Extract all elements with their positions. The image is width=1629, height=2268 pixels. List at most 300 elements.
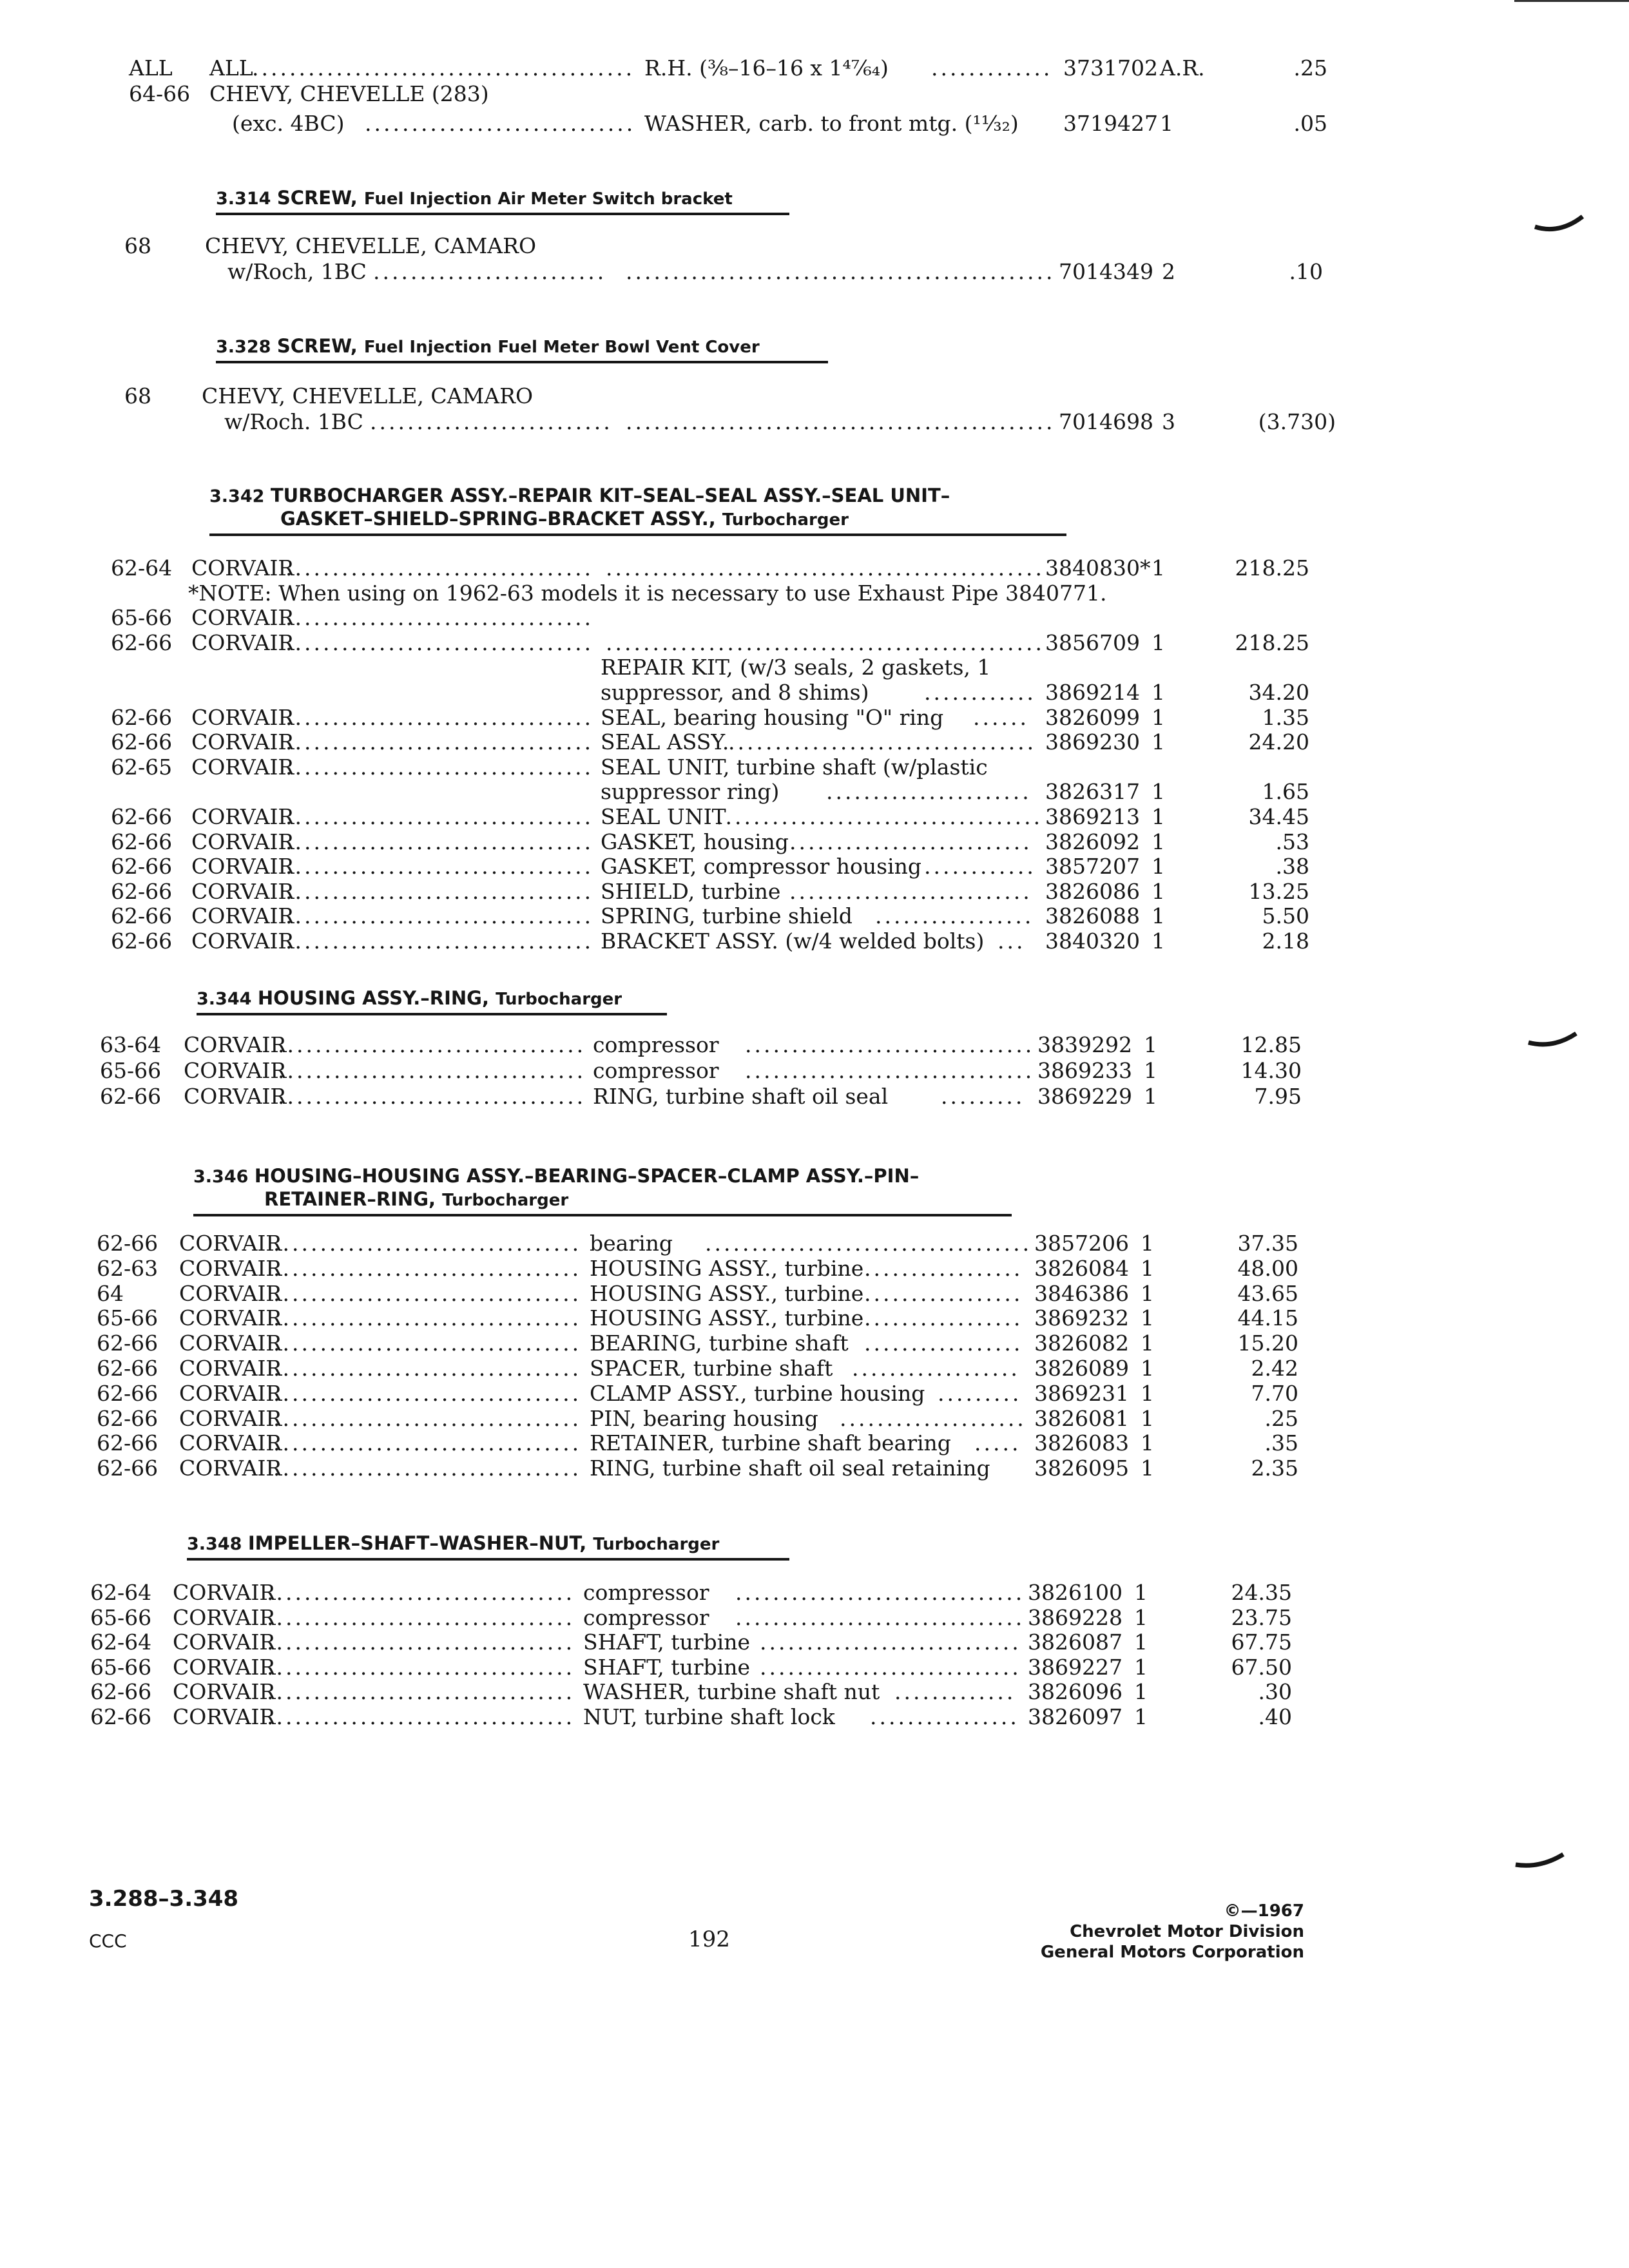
model-name: CORVAIR [173, 1679, 276, 1704]
part-number: 3826099 [1045, 705, 1140, 730]
section-title-cont: GASKET–SHIELD–SPRING–BRACKET ASSY., [280, 508, 722, 530]
part-number: 3840830* [1045, 555, 1151, 581]
model-years: 68 [124, 233, 151, 258]
margin-tick-mark [1514, 1849, 1566, 1875]
section-heading [209, 485, 950, 508]
quantity: 1 [1134, 1704, 1148, 1729]
dot-leader: ................................. [267, 1655, 575, 1680]
table-row [97, 1256, 1321, 1282]
section-heading [216, 187, 733, 210]
quantity: 1 [1141, 1281, 1154, 1306]
price: 67.75 [1231, 1629, 1292, 1655]
model-years: 64 [97, 1281, 124, 1306]
model-years: 65-66 [97, 1305, 159, 1331]
quantity: 1 [1134, 1655, 1148, 1680]
table-row [97, 1281, 1321, 1307]
model-years: 62-66 [111, 729, 173, 754]
part-description: SEAL ASSY. [601, 729, 729, 754]
margin-tick-mark [1534, 213, 1585, 238]
part-number: 3731702 [1063, 55, 1158, 81]
quantity: 1 [1141, 1406, 1154, 1431]
price: 48.00 [1237, 1256, 1298, 1281]
quantity: 1 [1152, 729, 1165, 754]
price: 1.65 [1262, 779, 1309, 804]
quantity: 1 [1141, 1356, 1154, 1381]
quantity: 1 [1144, 1032, 1157, 1057]
dot-leader: ................................. [728, 729, 1037, 754]
part-number: 3869214 [1045, 680, 1140, 705]
model-years: 62-66 [90, 1704, 152, 1729]
price: (3.730) [1258, 409, 1336, 434]
model-name: CORVAIR [179, 1331, 282, 1356]
table-row [124, 383, 1349, 409]
quantity: 1 [1152, 804, 1165, 829]
section-number: 3.344 [197, 989, 258, 1009]
quantity: 1 [1152, 779, 1165, 804]
table-row [111, 680, 1335, 706]
price: 12.85 [1240, 1032, 1302, 1057]
dot-leader: ......................... [373, 259, 607, 284]
part-number: 3719427 [1063, 111, 1158, 136]
quantity: 2 [1162, 259, 1175, 284]
price: 14.30 [1240, 1058, 1302, 1083]
model-name: CORVAIR [184, 1058, 287, 1083]
part-number: 3869233 [1037, 1058, 1132, 1083]
dot-leader: ............................................... [606, 555, 1045, 581]
model-name: CORVAIR [179, 1456, 282, 1481]
dot-leader: ......... [941, 1084, 1025, 1109]
table-row [111, 928, 1335, 954]
model-name: CORVAIR [191, 829, 294, 854]
price: 24.20 [1248, 729, 1309, 754]
section-number: 3.348 [187, 1534, 248, 1554]
model-name: CORVAIR [179, 1356, 282, 1381]
table-row [111, 903, 1335, 929]
model-name: CORVAIR [179, 1231, 282, 1256]
table-row [124, 259, 1349, 285]
dot-leader: ............................... [745, 1032, 1035, 1057]
dot-leader: ............................. [365, 111, 636, 136]
price: 1.35 [1262, 705, 1309, 730]
table-row [97, 1305, 1321, 1331]
quantity: 1 [1141, 1456, 1154, 1481]
section-subtitle: Turbocharger [496, 990, 622, 1009]
part-number: 3826082 [1034, 1331, 1129, 1356]
part-number: 3869231 [1034, 1381, 1129, 1406]
dot-leader: ................. [864, 1305, 1023, 1331]
part-number: 3869227 [1028, 1655, 1123, 1680]
model-years: 62-66 [100, 1084, 162, 1109]
part-description: GASKET, compressor housing [601, 854, 921, 879]
section-subtitle: Fuel Injection Fuel Meter Bowl Vent Cover [363, 338, 760, 357]
table-row [100, 1084, 1324, 1110]
table-row [111, 829, 1335, 855]
price: 15.20 [1237, 1331, 1298, 1356]
model-years: 62-64 [90, 1629, 152, 1655]
section-subtitle: Turbocharger [593, 1535, 720, 1554]
price: .30 [1258, 1679, 1292, 1704]
dot-leader: ................................. [278, 1058, 586, 1083]
part-number: 3826089 [1034, 1356, 1129, 1381]
part-number: 3826086 [1045, 879, 1140, 904]
price: 44.15 [1237, 1305, 1298, 1331]
copyright-text: ©—1967 [1224, 1901, 1304, 1921]
section-underline [187, 1558, 789, 1561]
dot-leader: ...... [973, 705, 1029, 730]
dot-leader: ................................. [267, 1580, 575, 1605]
model-name: CORVAIR [179, 1430, 282, 1456]
table-row [129, 55, 1353, 81]
table-row [97, 1406, 1321, 1432]
dot-leader: ............. [931, 55, 1053, 81]
part-description: HOUSING ASSY., turbine [590, 1256, 864, 1281]
model-years: 65-66 [90, 1655, 152, 1680]
table-row [90, 1629, 1315, 1655]
model-years: 62-66 [97, 1456, 159, 1481]
model-years: ALL [129, 55, 173, 81]
part-description: WASHER, turbine shaft nut [583, 1679, 880, 1704]
price: 37.35 [1237, 1231, 1298, 1256]
model-name: CORVAIR [191, 903, 294, 928]
dot-leader: .......................... [370, 409, 613, 434]
model-name: CORVAIR [191, 804, 294, 829]
model-years: 62-66 [97, 1381, 159, 1406]
dot-leader: ................................. [267, 1704, 575, 1729]
part-number: 3826087 [1028, 1629, 1123, 1655]
section-number: 3.328 [216, 337, 277, 357]
dot-leader: ................................. [285, 854, 594, 879]
price: .35 [1264, 1430, 1298, 1456]
part-number: 3869229 [1037, 1084, 1132, 1109]
section-underline [197, 1013, 667, 1015]
table-row [129, 111, 1353, 137]
model-years: 62-64 [111, 555, 173, 581]
dot-leader: ................................. [273, 1231, 582, 1256]
dot-leader: ................. [864, 1281, 1023, 1306]
model-name: CHEVY, CHEVELLE, CAMARO [205, 233, 536, 258]
model-name: CORVAIR [173, 1629, 276, 1655]
model-name: CORVAIR [179, 1305, 282, 1331]
footer-copyright [982, 1901, 1304, 1963]
dot-leader: ................................. [285, 754, 594, 780]
section-heading [187, 1532, 719, 1555]
part-number: 3826083 [1034, 1430, 1129, 1456]
margin-tick-mark [1527, 1031, 1579, 1057]
price: 218.25 [1235, 630, 1309, 655]
model-name: CORVAIR [191, 729, 294, 754]
part-number: 3869232 [1034, 1305, 1129, 1331]
table-row [90, 1655, 1315, 1680]
section-subtitle: Turbocharger [722, 510, 849, 530]
quantity: 1 [1141, 1256, 1154, 1281]
section-subtitle: Fuel Injection Air Meter Switch bracket [363, 189, 733, 209]
part-number: 3826097 [1028, 1704, 1123, 1729]
section-number: 3.346 [193, 1167, 255, 1187]
model-name: CORVAIR [191, 879, 294, 904]
dot-leader: .................. [852, 1356, 1020, 1381]
table-row [111, 779, 1335, 805]
part-description: compressor [583, 1580, 709, 1605]
dot-leader: .............................................. [626, 259, 1055, 284]
price: 23.75 [1231, 1605, 1292, 1630]
price: .05 [1293, 111, 1327, 136]
dot-leader: ................. [875, 903, 1034, 928]
table-row [100, 1032, 1324, 1058]
table-row [111, 754, 1335, 780]
part-description: HOUSING ASSY., turbine [590, 1281, 864, 1306]
model-name: CORVAIR [173, 1605, 276, 1630]
part-number: 3826084 [1034, 1256, 1129, 1281]
part-description: SHAFT, turbine [583, 1629, 751, 1655]
quantity: 1 [1144, 1058, 1157, 1083]
table-row [97, 1331, 1321, 1356]
dot-leader: ................................. [278, 1084, 586, 1109]
section-underline [193, 1214, 1012, 1216]
price: .38 [1275, 854, 1309, 879]
page-number: 192 [688, 1927, 730, 1952]
model-name: CORVAIR [179, 1281, 282, 1306]
model-name: CORVAIR [184, 1032, 287, 1057]
model-years: 68 [124, 383, 151, 408]
model-name: CORVAIR [179, 1256, 282, 1281]
part-number: 3857207 [1045, 854, 1140, 879]
quantity: 1 [1152, 928, 1165, 954]
part-number: 3826100 [1028, 1580, 1123, 1605]
quantity: 1 [1134, 1629, 1148, 1655]
quantity: 1 [1134, 1679, 1148, 1704]
model-years: 62-66 [111, 854, 173, 879]
part-description: RING, turbine shaft oil seal retaining [590, 1456, 990, 1481]
dot-leader: ... [998, 928, 1026, 954]
price: .53 [1275, 829, 1309, 854]
dot-leader: ................................. [273, 1281, 582, 1306]
table-row [97, 1356, 1321, 1381]
table-row [111, 630, 1335, 656]
model-years: 62-66 [97, 1356, 159, 1381]
model-years: 62-66 [111, 879, 173, 904]
model-years: 62-66 [97, 1231, 159, 1256]
corporation-text: General Motors Corporation [1040, 1943, 1304, 1962]
quantity: 1 [1134, 1605, 1148, 1630]
dot-leader: ................. [864, 1256, 1023, 1281]
model-years: 65-66 [111, 605, 173, 630]
part-description: PIN, bearing housing [590, 1406, 818, 1431]
price: .10 [1289, 259, 1323, 284]
part-description: SPACER, turbine shaft [590, 1356, 833, 1381]
quantity: 1 [1152, 705, 1165, 730]
price: 7.95 [1254, 1084, 1302, 1109]
dot-leader: ................................. [285, 804, 594, 829]
quantity: 1 [1144, 1084, 1157, 1109]
model-name: CORVAIR [191, 705, 294, 730]
part-number: 3869213 [1045, 804, 1140, 829]
table-row [111, 655, 1335, 680]
dot-leader: ................................. [285, 829, 594, 854]
section-title: SCREW, [276, 187, 364, 209]
part-number: 3869230 [1045, 729, 1140, 754]
price: .25 [1264, 1406, 1298, 1431]
dot-leader: ................................. [273, 1356, 582, 1381]
model-years: 62-66 [111, 630, 173, 655]
part-number: 3826095 [1034, 1456, 1129, 1481]
quantity: A.R. [1160, 55, 1205, 81]
dot-leader: ................................. [285, 903, 594, 928]
note-text: *NOTE: When using on 1962-63 models it is necessary to use Exhaust Pipe 3840771. [188, 581, 1107, 606]
model-name: CORVAIR [173, 1580, 276, 1605]
section-title: SCREW, [276, 335, 364, 357]
quantity: 1 [1141, 1231, 1154, 1256]
dot-leader: .................... [840, 1406, 1027, 1431]
quantity: 1 [1160, 111, 1173, 136]
part-number: 7014349 [1059, 259, 1153, 284]
model-years: 62-66 [90, 1679, 152, 1704]
dot-leader: ................. [864, 1331, 1023, 1356]
table-row [97, 1430, 1321, 1456]
dot-leader: .............................................. [626, 409, 1055, 434]
section-title: HOUSING ASSY.–RING, [257, 987, 496, 1009]
part-description: SPRING, turbine shield [601, 903, 853, 928]
model-name: ALL [209, 55, 253, 81]
dot-leader: ................ [870, 1704, 1019, 1729]
table-row [111, 705, 1335, 731]
model-name: CHEVY, CHEVELLE (283) [209, 81, 489, 106]
quantity: 3 [1162, 409, 1175, 434]
price: 67.50 [1231, 1655, 1292, 1680]
part-description: BEARING, turbine shaft [590, 1331, 849, 1356]
model-name: CORVAIR [179, 1406, 282, 1431]
table-row [129, 81, 1353, 107]
price: .40 [1258, 1704, 1292, 1729]
section-underline [216, 361, 828, 363]
part-description: suppressor, and 8 shims) [601, 680, 869, 705]
quantity: 1 [1152, 829, 1165, 854]
dot-leader: ............ [924, 680, 1036, 705]
section-title: HOUSING–HOUSING ASSY.–BEARING–SPACER–CLAMP ASSY.–PIN– [254, 1165, 920, 1187]
model-name: CORVAIR [191, 630, 294, 655]
dot-leader: ................................. [273, 1305, 582, 1331]
table-row [100, 1058, 1324, 1084]
quantity: 1 [1141, 1305, 1154, 1331]
note-row [111, 581, 1335, 606]
model-years: 63-64 [100, 1032, 162, 1057]
model-years: 62-64 [90, 1580, 152, 1605]
part-description: SEAL UNIT [601, 804, 726, 829]
quantity: 1 [1141, 1430, 1154, 1456]
table-row [124, 409, 1349, 435]
dot-leader: ............................... [735, 1605, 1025, 1630]
part-description: SHIELD, turbine [601, 879, 781, 904]
part-description: compressor [583, 1605, 709, 1630]
dot-leader: ................................. [273, 1331, 582, 1356]
dot-leader: ................................. [278, 1032, 586, 1057]
price: .25 [1293, 55, 1327, 81]
model-years: 62-66 [111, 804, 173, 829]
model-name: CORVAIR [184, 1084, 287, 1109]
model-name: CORVAIR [191, 928, 294, 954]
section-title: TURBOCHARGER ASSY.–REPAIR KIT–SEAL–SEAL ASSY.–SEAL UNIT– [270, 485, 950, 506]
table-row [90, 1580, 1315, 1606]
table-row [97, 1381, 1321, 1407]
model-years: 62-66 [97, 1331, 159, 1356]
model-years: 62-66 [97, 1430, 159, 1456]
dot-leader: .......................... [789, 829, 1032, 854]
section-subtitle: Turbocharger [442, 1191, 569, 1210]
part-description: REPAIR KIT, (w/3 seals, 2 gaskets, 1 [601, 655, 991, 680]
section-heading [193, 1165, 919, 1188]
price: 43.65 [1237, 1281, 1298, 1306]
part-number: 7014698 [1059, 409, 1153, 434]
price: 24.35 [1231, 1580, 1292, 1605]
quantity: 1 [1152, 854, 1165, 879]
part-description: GASKET, housing [601, 829, 789, 854]
part-description: compressor [593, 1058, 719, 1083]
dot-leader: ................................. [285, 705, 594, 730]
table-row [111, 879, 1335, 905]
model-name: CORVAIR [191, 754, 294, 780]
table-row [90, 1605, 1315, 1631]
part-number: 3840320 [1045, 928, 1140, 954]
part-description: R.H. (⅜–16–16 x 1⁴⁷⁄₆₄) [644, 55, 889, 81]
quantity: 1 [1134, 1580, 1148, 1605]
table-row [111, 854, 1335, 879]
part-number: 3856709 [1045, 630, 1140, 655]
table-row [97, 1456, 1321, 1481]
table-row [111, 804, 1335, 830]
table-row [111, 729, 1335, 755]
section-number: 3.314 [216, 189, 277, 209]
dot-leader: ......................................... [252, 55, 635, 81]
price: 218.25 [1235, 555, 1309, 581]
dot-leader: ................................. [285, 729, 594, 754]
table-row [90, 1679, 1315, 1705]
footer-range: 3.288–3.348 [89, 1886, 239, 1912]
division-text: Chevrolet Motor Division [1070, 1922, 1304, 1941]
section-heading [197, 987, 622, 1010]
part-number: 3839292 [1037, 1032, 1132, 1057]
dot-leader: ................................. [285, 928, 594, 954]
part-description: SEAL UNIT, turbine shaft (w/plastic [601, 754, 988, 780]
table-row [111, 605, 1335, 631]
model-years: 64-66 [129, 81, 191, 106]
model-years: 62-66 [111, 829, 173, 854]
dot-leader: ................................. [267, 1679, 575, 1704]
section-underline [216, 213, 789, 215]
dot-leader: ............................ [760, 1655, 1021, 1680]
part-description: suppressor ring) [601, 779, 780, 804]
section-heading-line2 [280, 508, 849, 531]
part-number: 3857206 [1034, 1231, 1129, 1256]
model-name: CORVAIR [173, 1704, 276, 1729]
part-number: 3826081 [1034, 1406, 1129, 1431]
dot-leader: .......................... [789, 879, 1032, 904]
part-description: HOUSING ASSY., turbine [590, 1305, 864, 1331]
section-heading-line2 [264, 1188, 568, 1211]
part-description: SEAL, bearing housing "O" ring [601, 705, 944, 730]
quantity: 1 [1152, 680, 1165, 705]
dot-leader: ............. [894, 1679, 1016, 1704]
dot-leader: ............................................... [606, 630, 1045, 655]
table-row [97, 1231, 1321, 1256]
part-number: 3826317 [1045, 779, 1140, 804]
part-description: NUT, turbine shaft lock [583, 1704, 835, 1729]
table-row [111, 555, 1335, 581]
section-heading [216, 335, 760, 358]
part-number: 3826088 [1045, 903, 1140, 928]
quantity: 1 [1152, 903, 1165, 928]
section-title-cont: RETAINER–RING, [264, 1188, 443, 1210]
part-description: SHAFT, turbine [583, 1655, 751, 1680]
quantity: 1 [1141, 1381, 1154, 1406]
